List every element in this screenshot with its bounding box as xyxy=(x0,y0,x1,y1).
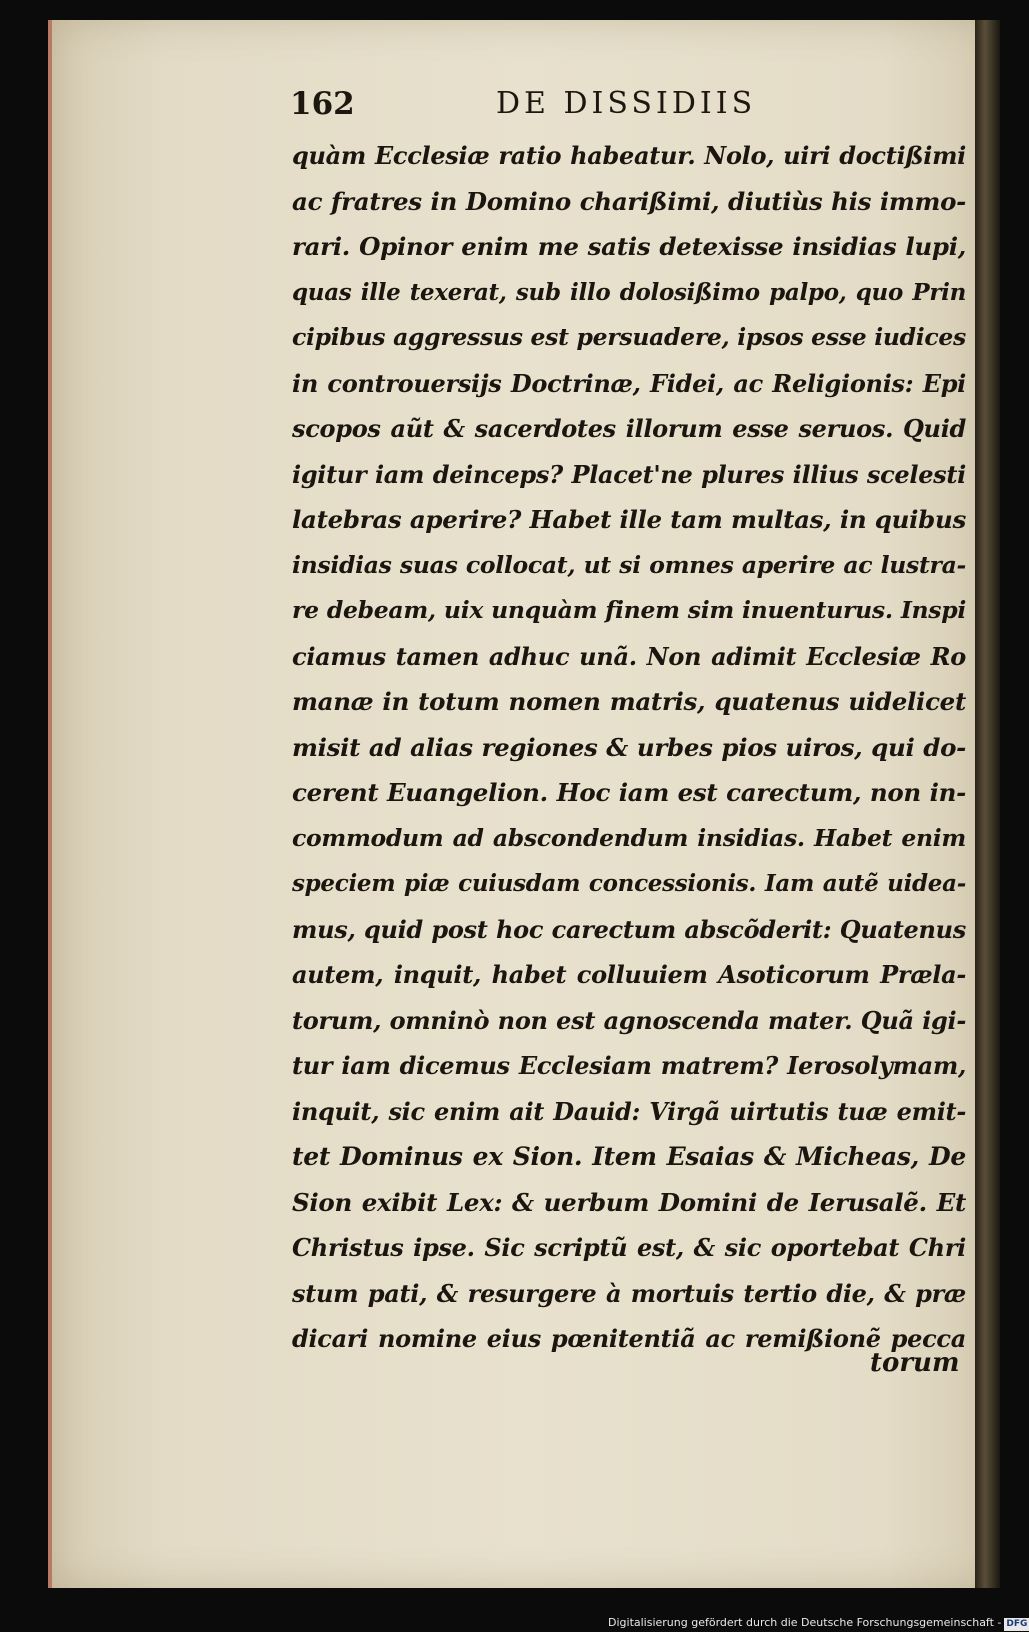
text-line: torum, omninò non est agnoscenda mater. Quã igi- xyxy=(292,1005,966,1035)
text-line: quàm Ecclesiæ ratio habeatur. Nolo, uiri doctißimi xyxy=(292,141,966,170)
text-line: tet Dominus ex Sion. Item Esaias & Micheas, De xyxy=(292,1142,966,1171)
page-edge xyxy=(975,20,1000,1588)
digitization-credit xyxy=(608,1613,1028,1632)
dfg-logo-icon: DFG xyxy=(1006,1619,1028,1629)
text-line: quas ille texerat, sub illo dolosißimo palpo, quo Prin xyxy=(292,278,966,306)
text-line: dicari nomine eius pœnitentiã ac remißionẽ pecca xyxy=(292,1324,966,1353)
text-line: inquit, sic enim ait Dauid: Virgã uirtutis tuæ emit- xyxy=(292,1096,966,1126)
text-line: cipibus aggressus est persuadere, ipsos esse iudices xyxy=(292,323,966,351)
text-line: autem, inquit, habet colluuiem Asoticorum Præla- xyxy=(292,960,966,989)
text-line: Christus ipse. Sic scriptũ est, & sic oportebat Chri xyxy=(292,1233,966,1262)
text-line: latebras aperire? Habet ille tam multas, in quibus xyxy=(292,505,966,534)
text-line: commodum ad abscondendum insidias. Habet enim xyxy=(292,823,966,852)
text-line: in controuersijs Doctrinæ, Fidei, ac Religionis: Epi xyxy=(292,368,966,398)
text-line: Sion exibit Lex: & uerbum Domini de Ierusalẽ. Et xyxy=(292,1187,966,1217)
text-line: ciamus tamen adhuc unã. Non adimit Ecclesiæ Ro xyxy=(292,641,966,671)
text-line: igitur iam deinceps? Placet'ne plures illius scelesti xyxy=(292,459,966,489)
text-line: insidias suas collocat, ut si omnes aperire ac lustra- xyxy=(292,550,966,579)
text-line: scopos aũt & sacerdotes illorum esse seruos. Quid xyxy=(292,414,966,443)
text-line: tur iam dicemus Ecclesiam matrem? Ierosolymam, xyxy=(292,1051,966,1080)
text-line: re debeam, uix unquàm finem sim inuenturus. Inspi xyxy=(292,596,966,624)
text-line: stum pati, & resurgere à mortuis tertio die, & præ xyxy=(292,1278,966,1308)
credit-text: Digitalisierung gefördert durch die Deutsche Forschungsgemeinschaft - xyxy=(608,1616,1002,1629)
text-line: misit ad alias regiones & urbes pios uiros, qui do- xyxy=(292,732,966,762)
text-line: mus, quid post hoc carectum abscõderit: Quatenus xyxy=(292,914,966,944)
running-head xyxy=(290,80,930,126)
text-line: cerent Euangelion. Hoc iam est carectum, non in- xyxy=(292,778,966,807)
running-title: DE DISSIDIIS xyxy=(496,86,757,121)
text-line: manæ in totum nomen matris, quatenus uidelicet xyxy=(292,687,966,716)
text-line: speciem piæ cuiusdam concessionis. Iam autẽ uidea- xyxy=(292,870,966,897)
text-line: ac fratres in Domino charißimi, diutiùs his immo- xyxy=(292,186,966,216)
page-number: 162 xyxy=(290,86,355,122)
catchword: torum xyxy=(870,1348,960,1378)
text-line: rari. Opinor enim me satis detexisse insidias lupi, xyxy=(292,232,966,261)
body-text xyxy=(292,133,966,1362)
